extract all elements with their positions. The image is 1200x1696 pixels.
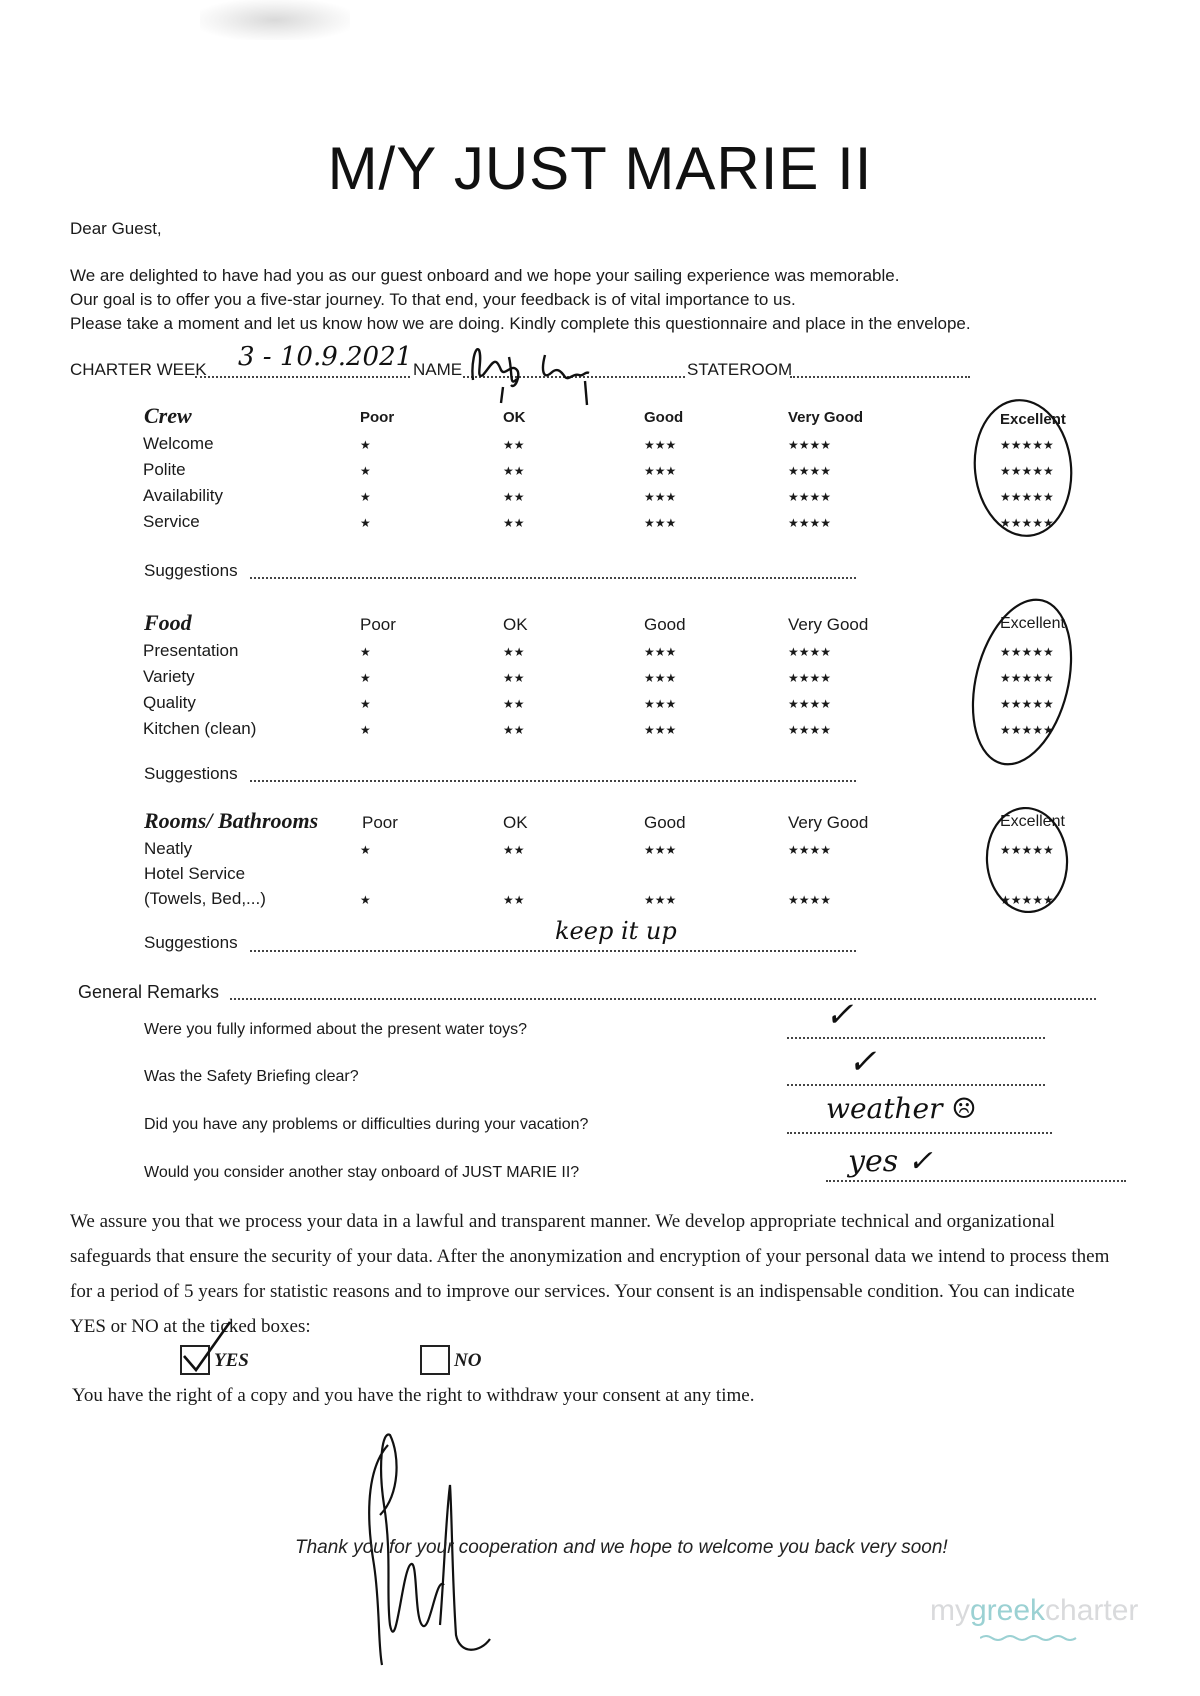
criterion-towels-bed: (Towels, Bed,...)	[144, 889, 266, 908]
question-problems: Did you have any problems or difficulties during your vacation?	[144, 1116, 589, 1133]
consent-line: for a period of 5 years for statistic reasons and to improve our services. Your consent is an indispensable condition. You can indicate	[70, 1281, 1075, 1302]
star-option[interactable]: ★★★	[644, 723, 677, 737]
stateroom-label: STATEROOM	[687, 360, 793, 379]
rating-header-poor: Poor	[360, 409, 395, 426]
star-option[interactable]: ★★★	[644, 464, 677, 478]
stateroom-line	[790, 376, 970, 378]
yes-label: YES	[214, 1350, 249, 1371]
star-option[interactable]: ★★★	[644, 438, 677, 452]
star-option[interactable]: ★★★	[644, 645, 677, 659]
star-option[interactable]: ★	[360, 464, 371, 478]
rooms-suggestion-handwritten[interactable]: keep it up	[555, 917, 677, 945]
no-checkbox[interactable]	[420, 1345, 450, 1375]
star-option[interactable]: ★★	[503, 723, 525, 737]
consent-line: We assure you that we process your data in a lawful and transparent manner. We develop appropriate technical and organizational	[70, 1211, 1055, 1232]
question-safety-briefing: Was the Safety Briefing clear?	[144, 1068, 359, 1085]
name-signature-scribble	[465, 335, 605, 415]
star-option-selected[interactable]: ★★★★★	[1000, 438, 1054, 452]
criterion-polite: Polite	[143, 460, 186, 479]
rating-header-poor: Poor	[362, 813, 398, 832]
document-title: M/Y JUST MARIE II	[327, 135, 873, 202]
criterion-neatly: Neatly	[144, 839, 193, 858]
star-option[interactable]: ★★★★	[788, 464, 832, 478]
watermark-brand: greek	[970, 1594, 1046, 1627]
answer-line	[787, 1037, 1045, 1039]
answer-handwritten-weather[interactable]: weather ☹	[826, 1092, 977, 1125]
rating-header-excellent: Excellent	[1000, 411, 1066, 428]
criterion-hotel-service: Hotel Service	[144, 864, 246, 883]
criterion-welcome: Welcome	[143, 434, 214, 453]
scan-smudge	[200, 0, 350, 40]
section-title-food: Food	[144, 610, 192, 635]
question-another-stay: Would you consider another stay onboard of JUST MARIE II?	[144, 1164, 580, 1181]
star-option[interactable]: ★★★	[644, 516, 677, 530]
star-option[interactable]: ★★★	[644, 671, 677, 685]
rating-header-very-good: Very Good	[788, 615, 869, 634]
rating-header-excellent: Excellent	[1000, 813, 1065, 830]
consent-line: safeguards that ensure the security of your data. After the anonymization and encryption of your personal data we intend to process them	[70, 1246, 1110, 1267]
greeting: Dear Guest,	[70, 219, 162, 238]
watermark-text: my	[930, 1594, 970, 1627]
criterion-service: Service	[143, 512, 200, 531]
star-option[interactable]: ★★★★	[788, 490, 832, 504]
star-option[interactable]: ★★★★	[788, 671, 832, 685]
star-option[interactable]: ★	[360, 516, 371, 530]
suggestions-label: Suggestions	[144, 933, 238, 952]
star-option-selected[interactable]: ★★★★★	[1000, 645, 1054, 659]
answer-handwritten-yes[interactable]: yes ✓	[848, 1144, 933, 1179]
intro-line: Please take a moment and let us know how we are doing. Kindly complete this questionnaire and place in the envelope.	[70, 314, 971, 333]
star-option[interactable]: ★	[360, 697, 371, 711]
star-option-selected[interactable]: ★★★★★	[1000, 893, 1054, 907]
star-option-selected[interactable]: ★★★★★	[1000, 671, 1054, 685]
rating-header-very-good: Very Good	[788, 813, 869, 832]
suggestions-line	[250, 780, 856, 782]
watermark-wave-icon	[980, 1634, 1080, 1642]
star-option[interactable]: ★★	[503, 645, 525, 659]
answer-line	[787, 1132, 1052, 1134]
section-title-crew: Crew	[144, 403, 192, 428]
star-option-selected[interactable]: ★★★★★	[1000, 464, 1054, 478]
star-option-selected[interactable]: ★★★★★	[1000, 697, 1054, 711]
star-option[interactable]: ★★★★	[788, 438, 832, 452]
intro-line: Our goal is to offer you a five-star journey. To that end, your feedback is of vital importance to us.	[70, 290, 796, 309]
star-option[interactable]: ★★	[503, 671, 525, 685]
rating-header-ok: OK	[503, 813, 528, 832]
star-option[interactable]: ★	[360, 843, 371, 857]
star-option-selected[interactable]: ★★★★★	[1000, 516, 1054, 530]
rating-header-ok: OK	[503, 615, 528, 634]
watermark-logo	[930, 1594, 1138, 1628]
general-remarks-label: General Remarks	[78, 982, 220, 1002]
star-option[interactable]: ★★	[503, 516, 525, 530]
star-option[interactable]: ★★★★	[788, 843, 832, 857]
star-option[interactable]: ★★★	[644, 893, 677, 907]
rating-header-very-good: Very Good	[788, 409, 864, 426]
excellent-circle-mark	[975, 800, 1085, 920]
charter-week-line	[195, 376, 410, 378]
watermark-text: charter	[1045, 1594, 1139, 1627]
star-option[interactable]: ★	[360, 645, 371, 659]
answer-check-icon[interactable]: ✓	[848, 1042, 877, 1082]
star-option[interactable]: ★★★★	[788, 697, 832, 711]
answer-line	[787, 1084, 1045, 1086]
star-option[interactable]: ★★★★	[788, 516, 832, 530]
name-label: NAME	[413, 360, 463, 379]
consent-line: YES or NO at the ticked boxes:	[70, 1316, 311, 1337]
rating-header-good: Good	[644, 615, 686, 634]
answer-line	[826, 1180, 1126, 1182]
star-option[interactable]: ★★	[503, 464, 525, 478]
rating-header-good: Good	[644, 813, 686, 832]
star-option[interactable]: ★	[360, 438, 371, 452]
excellent-circle-mark	[964, 590, 1084, 775]
criterion-variety: Variety	[143, 667, 195, 686]
star-option[interactable]: ★	[360, 893, 371, 907]
star-option[interactable]: ★★★	[644, 697, 677, 711]
intro-line: We are delighted to have had you as our guest onboard and we hope your sailing experience was memorable.	[70, 266, 900, 285]
suggestions-line	[250, 950, 856, 952]
section-title-rooms: Rooms/ Bathrooms	[144, 808, 319, 833]
star-option[interactable]: ★	[360, 671, 371, 685]
star-option[interactable]: ★★★★	[788, 893, 832, 907]
no-label: NO	[454, 1350, 482, 1371]
star-option[interactable]: ★★	[503, 438, 525, 452]
star-option[interactable]: ★★★	[644, 490, 677, 504]
criterion-presentation: Presentation	[143, 641, 239, 660]
rating-header-excellent: Excellent	[1000, 615, 1065, 632]
criterion-quality: Quality	[143, 693, 196, 712]
star-option[interactable]: ★★	[503, 490, 525, 504]
star-option-selected[interactable]: ★★★★★	[1000, 490, 1054, 504]
withdraw-note: You have the right of a copy and you have the right to withdraw your consent at any time.	[72, 1385, 755, 1406]
suggestions-label: Suggestions	[144, 561, 238, 580]
general-remarks-line	[230, 998, 1096, 1000]
criterion-kitchen: Kitchen (clean)	[143, 719, 257, 738]
suggestions-label: Suggestions	[144, 764, 238, 783]
closing-message: Thank you for your cooperation and we hope to welcome you back very soon!	[295, 1537, 948, 1558]
star-option[interactable]: ★★	[503, 893, 525, 907]
star-option[interactable]: ★	[360, 490, 371, 504]
charter-week-value[interactable]: 3 - 10.9.2021	[238, 342, 413, 372]
star-option-selected[interactable]: ★★★★★	[1000, 723, 1054, 737]
excellent-circle-mark	[968, 395, 1078, 545]
rating-header-poor: Poor	[360, 615, 396, 634]
answer-check-icon[interactable]: ✓	[825, 995, 854, 1035]
star-option-selected[interactable]: ★★★★★	[1000, 843, 1054, 857]
rating-header-good: Good	[644, 409, 684, 426]
suggestions-line	[250, 577, 856, 579]
star-option[interactable]: ★★★	[644, 843, 677, 857]
star-option[interactable]: ★★★★	[788, 645, 832, 659]
rating-header-ok: OK	[503, 409, 526, 426]
charter-week-label: CHARTER WEEK	[70, 360, 207, 379]
question-water-toys: Were you fully informed about the present water toys?	[144, 1021, 528, 1038]
star-option[interactable]: ★	[360, 723, 371, 737]
star-option[interactable]: ★★	[503, 843, 525, 857]
star-option[interactable]: ★★★★	[788, 723, 832, 737]
criterion-availability: Availability	[143, 486, 224, 505]
star-option[interactable]: ★★	[503, 697, 525, 711]
